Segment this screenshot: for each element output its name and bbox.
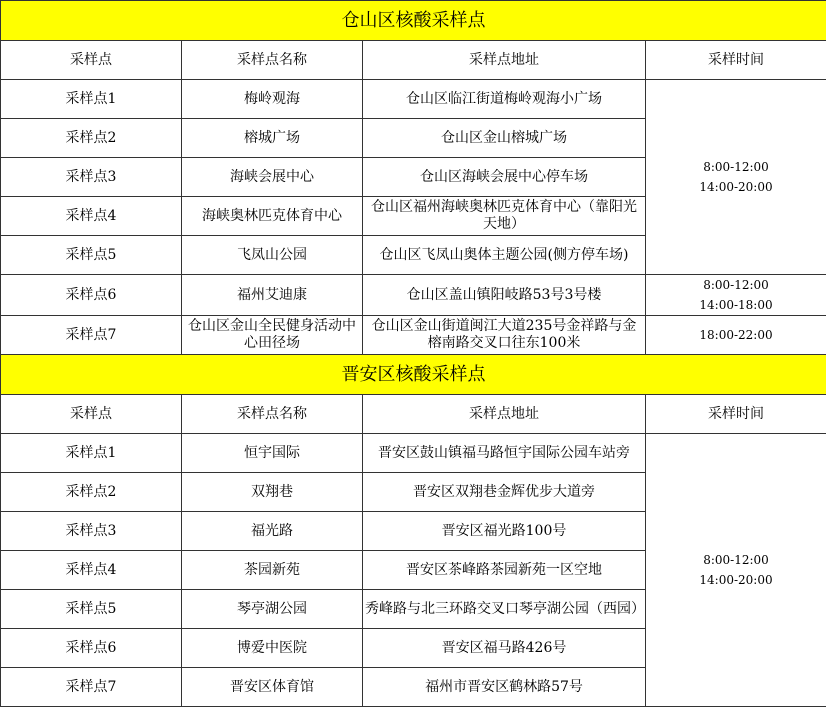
site-name: 海峡会展中心	[182, 158, 363, 197]
section-title: 晋安区核酸采样点	[1, 355, 826, 395]
time-line: 14:00-18:00	[699, 298, 773, 312]
site-address: 仓山区金山街道闽江大道235号金祥路与金榕南路交叉口往东100米	[363, 316, 646, 355]
site-name: 茶园新苑	[182, 551, 363, 590]
time-line: 14:00-20:00	[699, 180, 773, 194]
site-name: 梅岭观海	[182, 80, 363, 119]
site-address: 仓山区海峡会展中心停车场	[363, 158, 646, 197]
site-name: 榕城广场	[182, 119, 363, 158]
site-name: 琴亭湖公园	[182, 590, 363, 629]
column-header-row	[1, 395, 826, 434]
col-header-address: 采样点地址	[363, 395, 646, 434]
site-name: 双翔巷	[182, 473, 363, 512]
site-address: 晋安区双翔巷金辉优步大道旁	[363, 473, 646, 512]
site-address: 仓山区盖山镇阳岐路53号3号楼	[363, 275, 646, 316]
site-address: 晋安区茶峰路茶园新苑一区空地	[363, 551, 646, 590]
col-header-time: 采样时间	[646, 41, 826, 80]
site-address: 仓山区福州海峡奥林匹克体育中心（靠阳光天地）	[363, 197, 646, 236]
site-name: 晋安区体育馆	[182, 668, 363, 707]
sampling-time: 18:00-22:00	[646, 316, 826, 355]
site-name: 仓山区金山全民健身活动中心田径场	[182, 316, 363, 355]
section-title: 仓山区核酸采样点	[1, 1, 826, 41]
section-header-jinan	[1, 355, 826, 395]
site-id: 采样点7	[1, 316, 182, 355]
site-address: 仓山区飞凤山奥体主题公园(侧方停车场)	[363, 236, 646, 275]
site-id: 采样点3	[1, 158, 182, 197]
time-line: 8:00-12:00	[703, 160, 769, 174]
col-header-site: 采样点	[1, 395, 182, 434]
site-id: 采样点5	[1, 590, 182, 629]
col-header-time: 采样时间	[646, 395, 826, 434]
site-id: 采样点1	[1, 80, 182, 119]
time-line: 8:00-12:00	[703, 553, 769, 567]
site-id: 采样点7	[1, 668, 182, 707]
col-header-name: 采样点名称	[182, 395, 363, 434]
table-row	[1, 434, 826, 473]
site-id: 采样点2	[1, 119, 182, 158]
table-row	[1, 316, 826, 355]
site-id: 采样点5	[1, 236, 182, 275]
table-row	[1, 275, 826, 316]
site-id: 采样点6	[1, 275, 182, 316]
col-header-site: 采样点	[1, 41, 182, 80]
site-address: 晋安区福光路100号	[363, 512, 646, 551]
site-id: 采样点3	[1, 512, 182, 551]
col-header-name: 采样点名称	[182, 41, 363, 80]
site-name: 飞凤山公园	[182, 236, 363, 275]
sampling-time	[646, 434, 826, 707]
sampling-time	[646, 275, 826, 316]
table-row	[1, 80, 826, 119]
site-name: 恒宇国际	[182, 434, 363, 473]
site-id: 采样点6	[1, 629, 182, 668]
site-id: 采样点4	[1, 551, 182, 590]
site-address: 晋安区鼓山镇福马路恒宇国际公园车站旁	[363, 434, 646, 473]
site-address: 福州市晋安区鹤林路57号	[363, 668, 646, 707]
site-id: 采样点2	[1, 473, 182, 512]
section-header-cangshan	[1, 1, 826, 41]
sampling-time	[646, 80, 826, 275]
site-address: 仓山区金山榕城广场	[363, 119, 646, 158]
site-address: 晋安区福马路426号	[363, 629, 646, 668]
site-id: 采样点1	[1, 434, 182, 473]
column-header-row	[1, 41, 826, 80]
col-header-address: 采样点地址	[363, 41, 646, 80]
site-name: 福光路	[182, 512, 363, 551]
site-address: 秀峰路与北三环路交叉口琴亭湖公园（西园）	[363, 590, 646, 629]
site-name: 海峡奥林匹克体育中心	[182, 197, 363, 236]
site-address: 仓山区临江街道梅岭观海小广场	[363, 80, 646, 119]
site-name: 博爱中医院	[182, 629, 363, 668]
time-line: 8:00-12:00	[703, 278, 769, 292]
time-line: 14:00-20:00	[699, 573, 773, 587]
site-name: 福州艾迪康	[182, 275, 363, 316]
site-id: 采样点4	[1, 197, 182, 236]
